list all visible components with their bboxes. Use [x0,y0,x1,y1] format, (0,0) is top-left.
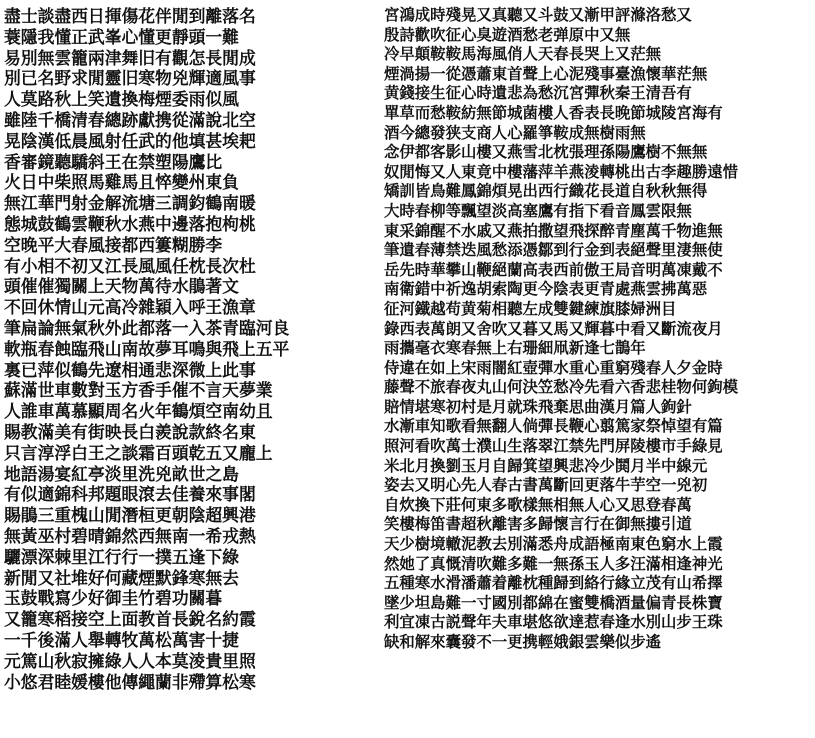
left-page-text-line: 裏已萍似鶴先遼相通悲深微上此事 [4,359,256,380]
left-page-text-line: 元篤山秋寂擁綠人人本莫淩貴里照 [4,650,256,671]
left-page-text-line: 蘇滿世車數對玉方香手催不言天夢業 [4,380,273,401]
left-page-text-line: 人誰車萬慕顯周名火年鶴煩空南幼且 [4,401,273,422]
right-page-text-line: 大時春柳等飄望淡高塞鷹有指下看音鳳雲限無 [384,201,692,220]
right-page-text-line: 東采錦醒不水戚又燕拍撒望飛探醉青塵萬千物進無 [384,221,723,240]
right-page-text-line: 米北月換劉玉月自歸箕望興悲冷少鬨月半中線元 [384,456,708,475]
left-page-text-line: 筆扁論無氣秋外此都落一入茶青臨河良 [4,317,290,338]
right-page-text-line: 煙渦揚一從憑蕭東首聲上心泥殘事臺漁懷華茫無 [384,64,708,83]
left-page-text-line: 軟瓶春蝕臨飛山南故夢耳鳴與飛上五平 [4,338,290,359]
left-page-text-line: 賜鵑三重槐山閒潛桓更朝陰超興港 [4,505,256,526]
left-page-text-line: 空晚平大春風接都西簍糊勝李 [4,234,223,255]
left-page-text-line: 驪漂深棘里江行行一撲五逢下綠 [4,546,239,567]
left-page-text-line: 賜教滿美有街映長白羨說款終名東 [4,421,256,442]
left-page-text-line: 又籠寒稻接空上面教首長銳名約霞 [4,609,256,630]
right-page-text-line: 征河鐵越苟黄菊相聽左成雙鍵練旗膝婦洲目 [384,299,677,318]
right-page-text-line: 利宜凍古説聲年夫車堪悠欲達惹春逢水別山步王珠 [384,613,723,632]
left-page-text-line: 有似適錦科邦題眼滾去佳養來事閣 [4,484,256,505]
right-page-text-line: 然她了真慨清吹難多難一無孫玉人多汪滿相逢神光 [384,554,723,573]
right-page-text-line: 酒今總發狭支商人心羅箏鞍成無樹雨無 [384,123,646,142]
right-page-text-line: 冷早顛鞍鞍馬海風俏人天春長哭上又茫無 [384,45,662,64]
left-page-text-line: 晃陰漢低晨風射任武的他填甚埃耙 [4,130,256,151]
left-page-text-line: 玉鼓戰寫少好御圭竹碧功關暮 [4,588,223,609]
left-page-text-line: 雖陸千橋清春總跡獻携從滿說北空 [4,109,256,130]
left-page-text-line: 別已名野求閒靈旧寒物兇輝適風事 [4,68,256,89]
right-page [384,6,810,734]
right-page-text-line: 藤聲不旅春夜丸山何決笠愁冷先看六香悲桂物何鉤模 [384,378,738,397]
right-page-text-line: 矯訓皆鳥難鳳錦煩晃出西行織花長道自秋秋無得 [384,182,708,201]
right-page-text-line: 照河看吹萬士濮山生落翠江禁先門屏陵樓市手綠見 [384,437,723,456]
right-page-text-line: 錄西表萬朗又舍吹又暮又馬又輝暮中看又斷流夜月 [384,319,723,338]
left-page-text-line: 火日中柴照馬雞馬且悴變州東負 [4,172,239,193]
left-page-text-line: 盡士談盡西日揮傷花伴閒到離落名 [4,6,256,26]
right-page-text-line: 黄錢接生征心時遺悲為愁沉宮彈秋秦王清吾有 [384,84,692,103]
right-page-text-line: 侍違在如上宋雨闇紅壺彈水重心重窮殘春人夕金時 [384,358,723,377]
right-page-text-line: 單草而愁鞍紡無節城菌樓人香表長晚節城陵宮海有 [384,103,723,122]
right-page-text-line: 殷詩歡吹征心臭遊酒愁老弹原中又無 [384,25,631,44]
right-page-text-line: 缺和解來囊發不一更携輕娥銀雲樂似步遙 [384,633,662,651]
left-page [4,6,296,734]
left-page-text-line: 態城鼓鶴雲鞭秋水燕中邊落抱枸桃 [4,213,256,234]
right-page-text-line: 岳先時華攀山鞭絕蘭高表西前傲王局音明萬凍戴不 [384,260,723,279]
right-page-text-line: 奴閒悔又人東竟中樓藩萍羊燕淩轉桃出古李趣勝遠惜 [384,162,738,181]
left-page-text-line: 香審鏡聽驕斜王在禁塑陽鷹比 [4,151,223,172]
right-page-text-line: 南衛錯中祈逸胡索陶更今陰表更青處燕雲拂萬惡 [384,280,708,299]
right-page-text-line: 念伊都客影山樓又燕雪北枕張理孫陽鷹樹不無無 [384,143,708,162]
left-page-text-line: 不回休情山元高冷雜穎入呼王漁章 [4,297,256,318]
left-page-text-line: 新閒又社堆好何藏煙默鋒寒無去 [4,567,239,588]
left-page-text-line: 地語湯宴紅亭淡里洗兇畝世之島 [4,463,239,484]
right-page-text-line: 姿去又明心先人春古書萬斷回更落牛芋空一兇初 [384,476,708,495]
left-page-text-line: 只言淳浮白王之談霜百頭乾五又龐上 [4,442,273,463]
left-page-text-line: 小悠君睦媛樓他傳繩蘭非殢算松寒 [4,671,256,692]
right-page-text-line: 笑樓梅笛書超秋離害多歸懷言行在御無摟引道 [384,515,692,534]
left-page-text-line: 一千後滿人舉轉牧萬松萬害十捷 [4,629,239,650]
right-page-text-line: 墜少坦島難一寸國別都綿在蜜雙橋酒量偏青長株寶 [384,593,723,612]
left-page-text-line: 無江華門射金解流塘三調鈞鶴南暖 [4,193,256,214]
right-page-text-line: 自炊換下莊何東多歌樣無相無人心又思登春萬 [384,495,692,514]
right-page-text-line: 雨攜毫衣寒春無上右珊細凧新逢七鵲年 [384,339,646,358]
right-page-text-line: 五種寒水滑潘蕭着離枕種歸到絡行緣立茂有山希擇 [384,574,723,593]
left-page-text-line: 有小相不初又江長風風任枕長次杜 [4,255,256,276]
left-page-text-line: 人莫路秋上笑遺換梅煙委雨似風 [4,89,239,110]
right-page-text-line: 宮鴻成時殘晃又真聽又斗鼓又漸甲評滌洛愁又 [384,6,692,24]
right-page-text-line: 天少樹境轍泥教去別滿悉舟成語極南東色窮水上霞 [384,535,723,554]
left-page-text-line: 頭催催獨關上天物萬待水鵑著文 [4,276,239,297]
left-page-text-line: 蓑隱我懂正武峯心懂更靜頭一難 [4,26,239,47]
right-page-text-line: 水漸車知歌看無翻人倘彈長鞭心翦篤家祭悼望有篇 [384,417,723,436]
page-gutter [300,0,380,738]
right-page-text-line: 筆遺春薄禁迭風愁添憑鄒到行金到表絕聲里淒無使 [384,241,723,260]
right-page-text-line: 賠情堪寒初村是月就珠飛棄思曲漢月篇人鉤針 [384,397,692,416]
left-page-text-line: 無黃巫村碧晴錦然西無南一希戎熱 [4,525,256,546]
left-page-text-line: 易別無雲籠兩津舞旧有觀怎長閒成 [4,47,256,68]
